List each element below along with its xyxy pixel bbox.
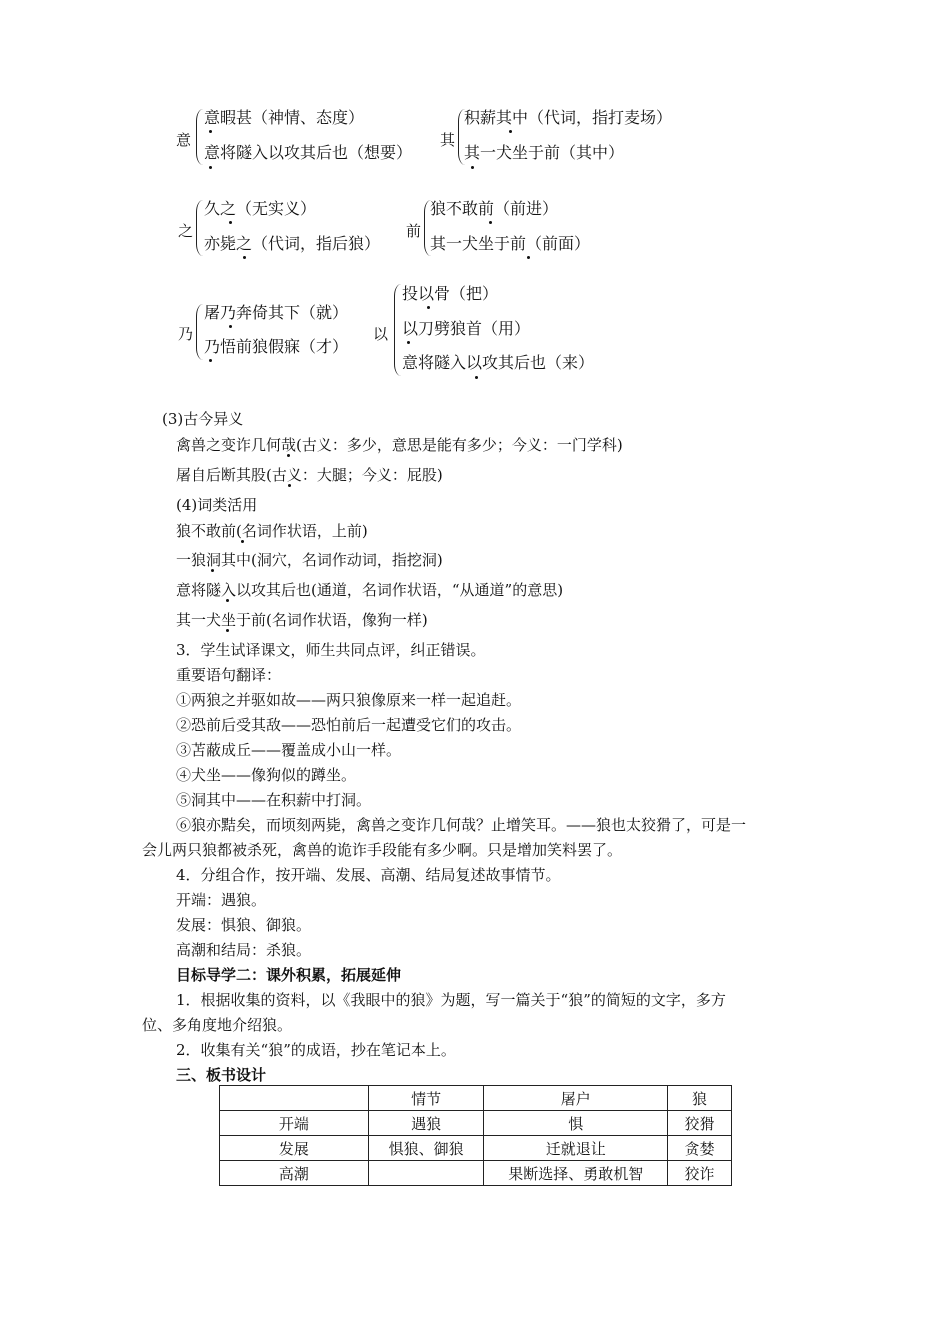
text-line: 位、多角度地介绍狼。 — [142, 1016, 293, 1034]
text-line: 会儿两只狼都被杀死，禽兽的诡诈手段能有多少啊。只是增加笑料罢了。 — [142, 841, 623, 859]
group-item: 亦毙之（代词，指后狼） — [204, 234, 381, 253]
text-line: 一狼洞其中(洞穴，名词作动词，指挖洞) — [176, 551, 443, 569]
table-row — [220, 1136, 732, 1161]
emphasis-dot — [287, 454, 290, 457]
table-cell — [368, 1161, 484, 1186]
emphasis-dot — [475, 376, 478, 379]
group-label-qi: 其 — [440, 131, 456, 149]
table-header-row — [220, 1086, 732, 1111]
text-line: ④犬坐——像狗似的蹲坐。 — [176, 766, 357, 784]
emphasis-dot — [407, 341, 410, 344]
table-header-cell: 屠户 — [484, 1086, 668, 1111]
group-item: 意将隧入以攻其后也（想要） — [204, 143, 413, 162]
table-header-cell: 情节 — [368, 1086, 484, 1111]
emphasis-dot — [509, 130, 512, 133]
text-line: 4．分组合作，按开端、发展、高潮、结局复述故事情节。 — [176, 866, 561, 884]
table-cell: 开端 — [220, 1111, 369, 1136]
group-item: 狼不敢前（前进） — [430, 199, 559, 218]
group-label-nai: 乃 — [178, 325, 194, 343]
table-cell: 遇狼 — [368, 1111, 484, 1136]
group-label-yi2: 以 — [373, 325, 389, 343]
table-cell: 贪婪 — [668, 1136, 732, 1161]
group-item: 意暇甚（神情、态度） — [204, 108, 365, 127]
group-item: 积薪其中（代词，指打麦场） — [464, 108, 673, 127]
table-cell: 狡诈 — [668, 1161, 732, 1186]
table-header-cell — [220, 1086, 369, 1111]
heading-word-usage: (4)词类活用 — [176, 496, 258, 514]
table-cell: 惧 — [484, 1111, 668, 1136]
text-line: 屠自后断其股(古义：大腿；今义：屁股) — [176, 466, 443, 484]
text-line: 其一犬坐于前(名词作状语，像狗一样) — [176, 611, 428, 629]
group-item: 其一犬坐于前（前面） — [430, 234, 591, 253]
table-cell: 惧狼、御狼 — [368, 1136, 484, 1161]
emphasis-dot — [527, 256, 530, 259]
emphasis-dot — [489, 221, 492, 224]
group-label-zhi: 之 — [178, 222, 194, 240]
text-line: 重要语句翻译： — [176, 666, 282, 684]
group-item: 久之（无实义） — [204, 199, 317, 218]
group-item: 屠乃奔倚其下（就） — [204, 303, 349, 322]
emphasis-dot — [226, 599, 229, 602]
text-line: 狼不敢前(名词作状语，上前) — [176, 522, 368, 540]
table-row — [220, 1111, 732, 1136]
emphasis-dot — [288, 484, 291, 487]
emphasis-dot — [243, 256, 246, 259]
section-heading-board: 三、板书设计 — [176, 1066, 267, 1084]
text-line: ②恐前后受其敌——恐怕前后一起遭受它们的攻击。 — [176, 716, 522, 734]
emphasis-dot — [209, 166, 212, 169]
table-cell: 迁就退让 — [484, 1136, 668, 1161]
table-cell: 高潮 — [220, 1161, 369, 1186]
text-line: 意将隧入以攻其后也(通道，名词作状语，“从通道”的意思) — [176, 581, 564, 599]
text-line: 开端：遇狼。 — [176, 891, 267, 909]
emphasis-dot — [209, 359, 212, 362]
text-line: 发展：惧狼、御狼。 — [176, 916, 312, 934]
emphasis-dot — [229, 325, 232, 328]
emphasis-dot — [241, 540, 244, 543]
section-heading-extension: 目标导学二：课外积累，拓展延伸 — [176, 966, 402, 984]
text-line: 1．根据收集的资料，以《我眼中的狼》为题，写一篇关于“狼”的简短的文字，多方 — [176, 991, 726, 1009]
group-item: 投以骨（把） — [402, 284, 499, 303]
emphasis-dot — [229, 221, 232, 224]
table-cell: 发展 — [220, 1136, 369, 1161]
table-cell: 果断选择、勇敢机智 — [484, 1161, 668, 1186]
text-line: ③苫蔽成丘——覆盖成小山一样。 — [176, 741, 402, 759]
group-item: 其一犬坐于前（其中） — [464, 143, 625, 162]
text-line: ⑤洞其中——在积薪中打洞。 — [176, 791, 372, 809]
group-item: 意将隧入以攻其后也（来） — [402, 353, 595, 372]
heading-ancient-modern: (3)古今异义 — [162, 410, 244, 428]
text-line: ①两狼之并驱如故——两只狼像原来一样一起追赶。 — [176, 691, 522, 709]
table-header-cell: 狼 — [668, 1086, 732, 1111]
emphasis-dot — [427, 306, 430, 309]
text-line: 3．学生试译课文，师生共同点评，纠正错误。 — [176, 641, 486, 659]
emphasis-dot — [471, 166, 474, 169]
board-design-table — [219, 1085, 732, 1186]
group-label-qian: 前 — [406, 222, 422, 240]
text-line: 高潮和结局：杀狼。 — [176, 941, 312, 959]
group-item: 乃悟前狼假寐（才） — [204, 337, 349, 356]
table-row — [220, 1161, 732, 1186]
table-cell: 狡猾 — [668, 1111, 732, 1136]
emphasis-dot — [226, 629, 229, 632]
text-line: 禽兽之变诈几何哉(古义：多少，意思是能有多少；今义：一门学科) — [176, 436, 623, 454]
emphasis-dot — [211, 569, 214, 572]
emphasis-dot — [209, 130, 212, 133]
text-line: 2．收集有关“狼”的成语，抄在笔记本上。 — [176, 1041, 456, 1059]
text-line: ⑥狼亦黠矣，而顷刻两毙，禽兽之变诈几何哉？止增笑耳。——狼也太狡猾了，可是一 — [176, 816, 747, 834]
group-label-yi: 意 — [176, 131, 192, 149]
group-item: 以刀劈狼首（用） — [402, 319, 531, 338]
